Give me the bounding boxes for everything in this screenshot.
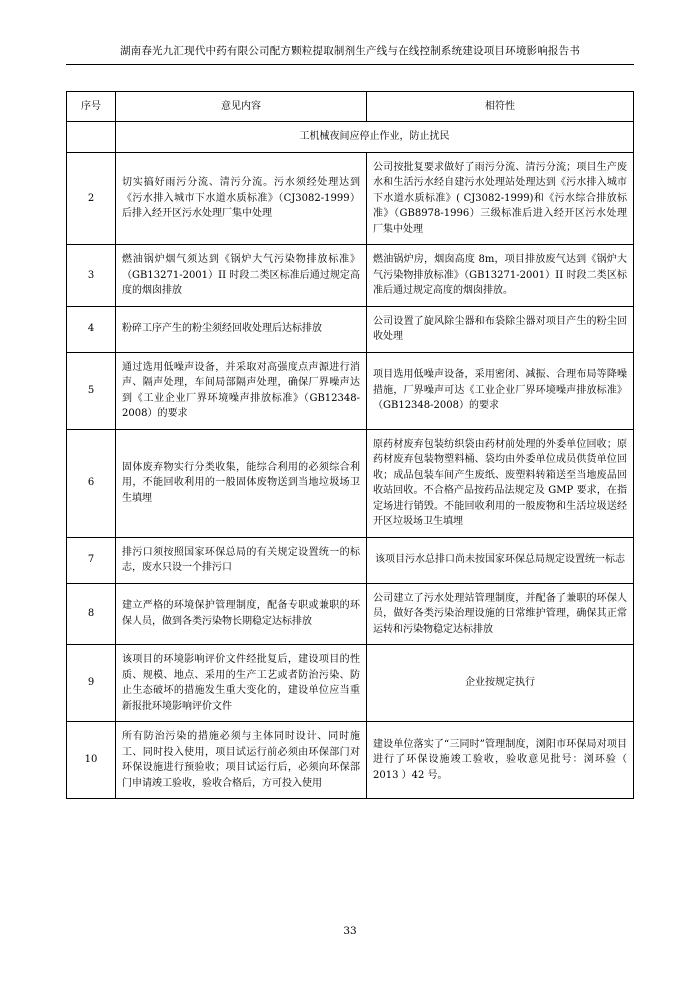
table-header-row bbox=[67, 91, 634, 122]
row-match: 建设单位落实了“三同时”管理制度，浏阳市环保局对项目进行了环保设施竣工验收，验收意见批号：浏环验（ 2013 ）42 号。 bbox=[367, 722, 634, 799]
row-opinion: 建立严格的环境保护管理制度，配备专职或兼职的环保人员，做到各类污染物长期稳定达标排放 bbox=[116, 583, 367, 645]
row-opinion: 排污口须按照国家环保总局的有关规定设置统一的标志，废水只设一个排污口 bbox=[116, 537, 367, 583]
row-no: 4 bbox=[67, 306, 116, 352]
row-match: 项目选用低噪声设备，采用密闭、减振、合理布局等降噪措施，厂界噪声可达《工业企业厂界环境噪声排放标准》（GB12348-2008）的要求 bbox=[367, 352, 634, 429]
compliance-table bbox=[66, 91, 634, 800]
table-row bbox=[67, 245, 634, 307]
row-match: 该项目污水总排口尚未按国家环保总局规定设置统一标志 bbox=[367, 537, 634, 583]
row-opinion: 该项目的环境影响评价文件经批复后，建设项目的性质、规模、地点、采用的生产工艺或者防治污染、防止生态破坏的措施发生重大变化的，建设单位应当重新报批环境影响评价文件 bbox=[116, 645, 367, 722]
column-header-no: 序号 bbox=[67, 91, 116, 122]
table-row bbox=[67, 537, 634, 583]
row-no: 10 bbox=[67, 722, 116, 799]
row-opinion: 所有防治污染的措施必须与主体同时设计、同时施工、同时投入使用，项目试运行前必须由环保部门对环保设施进行预验收；项目试运行后，必须向环保部门申请竣工验收，验收合格后，方可投入使用 bbox=[116, 722, 367, 799]
row-opinion: 固体废弃物实行分类收集，能综合利用的必须综合利用，不能回收利用的一般固体废物送到当地垃圾场卫生填埋 bbox=[116, 429, 367, 537]
row-no: 5 bbox=[67, 352, 116, 429]
page-number: 33 bbox=[343, 925, 357, 937]
table-subheader-row bbox=[67, 122, 634, 153]
table-row bbox=[67, 152, 634, 245]
row-opinion: 燃油锅炉烟气须达到《锅炉大气污染物排放标准》（GB13271-2001）II 时段二类区标准后通过规定高度的烟囱排放 bbox=[116, 245, 367, 307]
row-match: 原药材废弃包装纺织袋由药材前处理的外委单位回收；原药材废弃包装物塑料桶、袋均由外委单位成员供货单位回收；成品包装车间产生废纸、废塑料转箱送至当地废品回收站回收。不合格产品按药品法规定及 GMP 要求，在指定场进行销毁。不能回收利用的一般废物和生活垃圾送经开区垃圾场卫生填埋 bbox=[367, 429, 634, 537]
row-match: 公司建立了污水处理站管理制度，并配备了兼职的环保人员，做好各类污染治理设施的日常维护管理，确保其正常运转和污染物稳定达标排放 bbox=[367, 583, 634, 645]
table-row bbox=[67, 352, 634, 429]
page-header: 湖南春光九汇现代中药有限公司配方颗粒提取制剂生产线与在线控制系统建设项目环境影响报告书 bbox=[66, 44, 634, 65]
row-match: 企业按规定执行 bbox=[367, 645, 634, 722]
row-match: 公司设置了旋风除尘器和布袋除尘器对项目产生的粉尘回收处理 bbox=[367, 306, 634, 352]
table-row bbox=[67, 429, 634, 537]
row-match: 公司按批复要求做好了雨污分流、清污分流；项目生产废水和生活污水经自建污水处理站处理达到《污水排入城市下水道水质标准》( CJ3082-1999)和《污水综合排放标准》（GB8978-1996）三级标准后进入经开区污水处理厂集中处理 bbox=[367, 152, 634, 245]
row-no: 8 bbox=[67, 583, 116, 645]
row-no: 3 bbox=[67, 245, 116, 307]
table-row bbox=[67, 645, 634, 722]
table-row bbox=[67, 583, 634, 645]
row-opinion: 切实搞好雨污分流、清污分流。污水须经处理达到《污水排入城市下水道水质标准》（CJ3082-1999）后排入经开区污水处理厂集中处理 bbox=[116, 152, 367, 245]
row-no: 6 bbox=[67, 429, 116, 537]
row-match: 燃油锅炉房，烟囱高度 8m，项目排放废气达到《锅炉大气污染物排放标准》（GB13271-2001）II 时段二类区标准后通过规定高度的烟囱排放。 bbox=[367, 245, 634, 307]
row-no: 7 bbox=[67, 537, 116, 583]
table-row bbox=[67, 722, 634, 799]
row-opinion: 通过选用低噪声设备，并采取对高强度点声源进行消声、隔声处理，车间局部隔声处理，确保厂界噪声达到《工业企业厂界环境噪声排放标准》（GB12348-2008）的要求 bbox=[116, 352, 367, 429]
row-no: 9 bbox=[67, 645, 116, 722]
subheader-no bbox=[67, 122, 116, 153]
column-header-opinion: 意见内容 bbox=[116, 91, 367, 122]
row-no: 2 bbox=[67, 152, 116, 245]
table-row bbox=[67, 306, 634, 352]
row-opinion: 粉碎工序产生的粉尘须经回收处理后达标排放 bbox=[116, 306, 367, 352]
subheader-text: 工机械夜间应停止作业，防止扰民 bbox=[116, 122, 634, 153]
column-header-match: 相符性 bbox=[367, 91, 634, 122]
